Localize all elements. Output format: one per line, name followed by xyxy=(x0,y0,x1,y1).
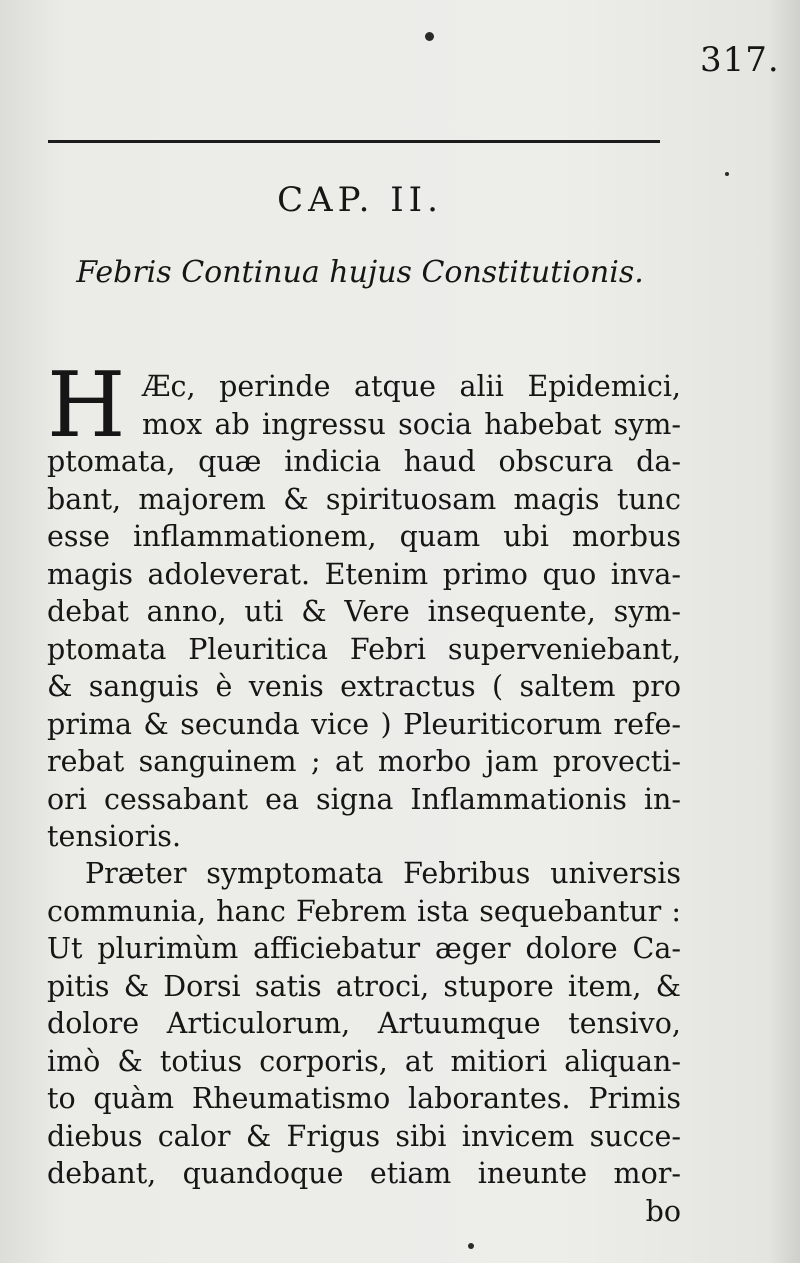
text-line: bant, majorem & spirituosam magis tunc xyxy=(47,482,681,516)
paragraph-1 xyxy=(47,353,681,856)
text-line: debant, quandoque etiam ineunte mor- xyxy=(47,1157,681,1190)
text-line: Æc, perinde atque alii Epidemici, xyxy=(142,370,681,403)
text-line: to quàm Rheumatismo laborantes. Primis xyxy=(47,1082,681,1115)
text-line: communia, hanc Febrem ista sequebantur : xyxy=(47,894,681,928)
text-line: diebus calor & Frigus sibi invicem succe- xyxy=(47,1119,681,1153)
text-line: prima & secunda vice ) Pleuriticorum refe- xyxy=(47,707,681,741)
paragraph-2 xyxy=(47,855,681,1230)
text-line: tensioris. xyxy=(47,820,181,853)
text-line: rebat sanguinem ; at morbo jam provecti- xyxy=(47,745,681,778)
ink-speck xyxy=(725,172,729,176)
text-line: Ut plurimùm afficiebatur æger dolore Ca- xyxy=(47,932,681,965)
text-line: ptomata, quæ indicia haud obscura da- xyxy=(47,445,681,478)
catchword: bo xyxy=(645,1194,681,1228)
text-line: & sanguis è venis extractus ( saltem pro xyxy=(47,670,681,703)
text-line: ori cessabant ea signa Inflammationis in- xyxy=(47,782,681,816)
ink-speck xyxy=(425,32,434,41)
page-number: 317. xyxy=(700,40,780,80)
text-line: esse inflammationem, quam ubi morbus xyxy=(47,520,681,553)
chapter-title: Febris Continua hujus Constitutionis. xyxy=(76,255,644,290)
text-line: mox ab ingressu socia habebat sym- xyxy=(142,407,681,441)
text-line: dolore Articulorum, Artuumque tensivo, xyxy=(47,1007,681,1040)
text-line: debat anno, uti & Vere insequente, sym- xyxy=(47,595,681,628)
text-line: imò & totius corporis, at mitiori aliquan- xyxy=(47,1044,681,1078)
text-line: magis adoleverat. Etenim primo quo inva- xyxy=(47,557,681,591)
chapter-heading: CAP. II. xyxy=(277,180,443,220)
text-line: Præter symptomata Febribus universis xyxy=(85,857,681,890)
header-rule xyxy=(48,140,660,143)
text-line: pitis & Dorsi satis atroci, stupore item, & xyxy=(47,969,681,1003)
drop-cap: H xyxy=(47,353,126,458)
ink-speck xyxy=(468,1243,474,1249)
text-line: ptomata Pleuritica Febri superveniebant, xyxy=(47,632,681,666)
